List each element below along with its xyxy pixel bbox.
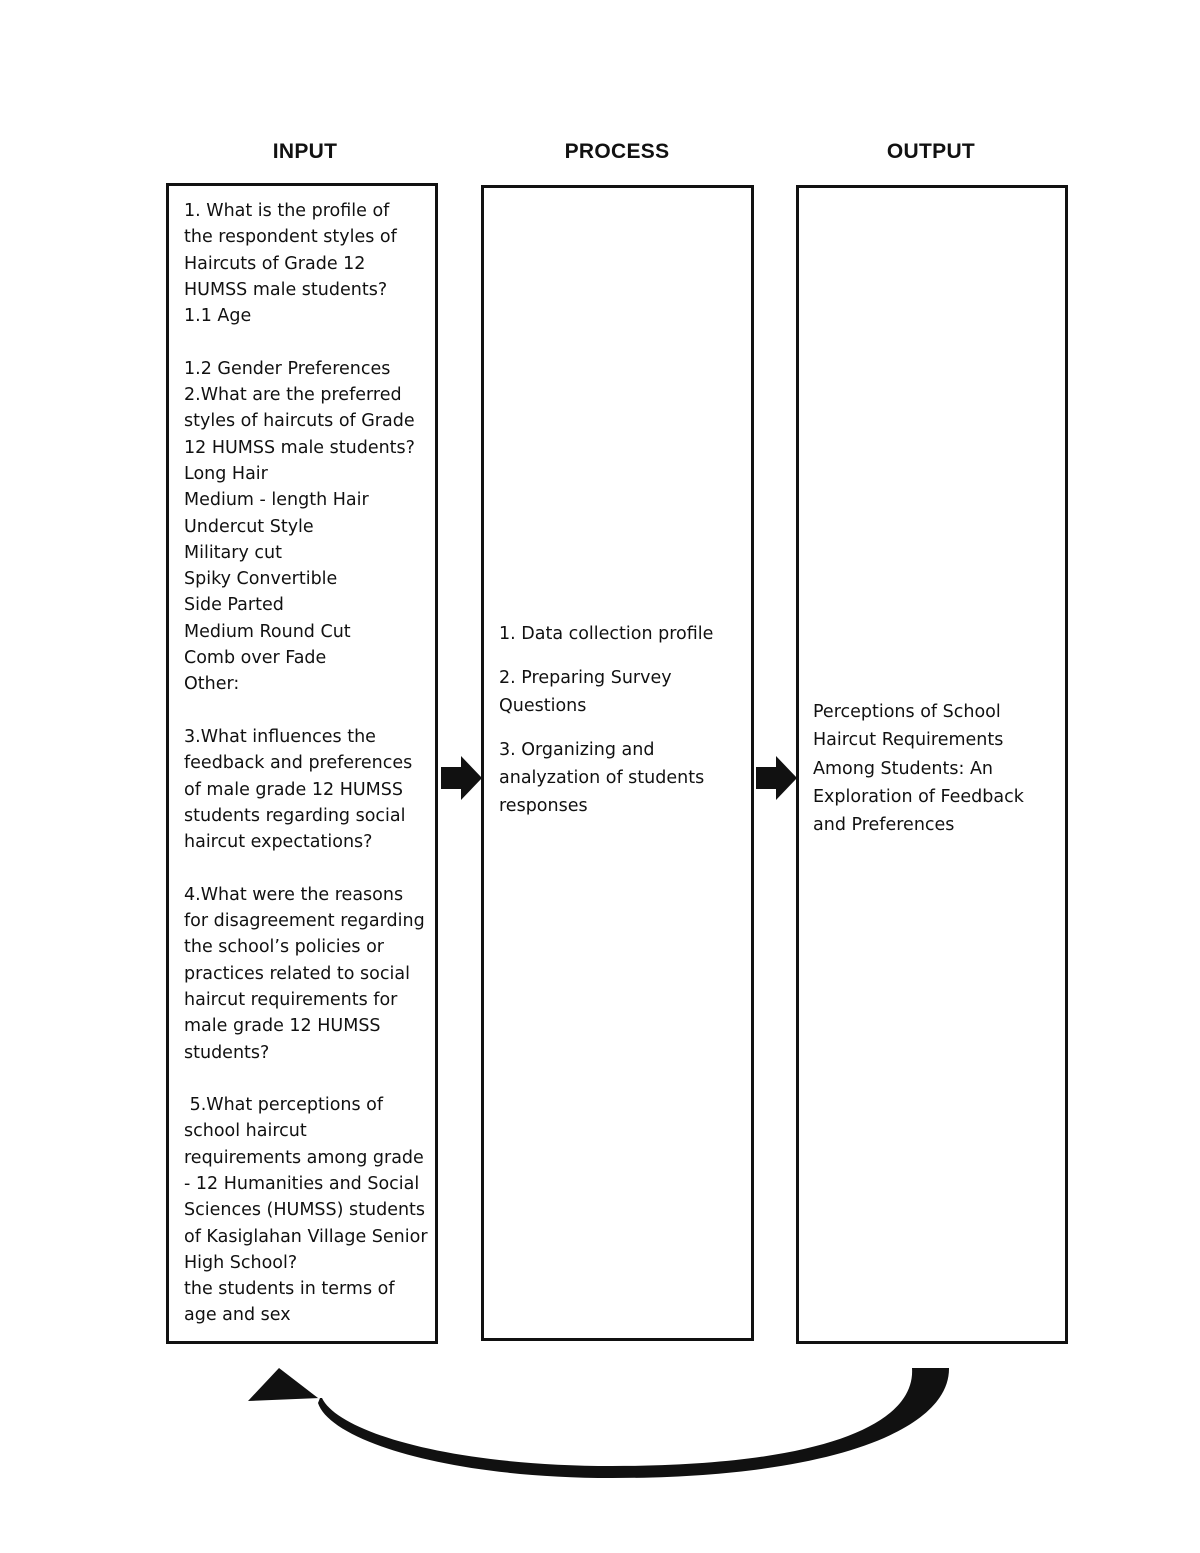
output-heading: OUTPUT [886, 140, 976, 163]
feedback-loop-arrow-icon [248, 1368, 949, 1478]
process-item: 1. Data collection profile [499, 624, 714, 644]
output-text: Perceptions of School Haircut Requirements Among Students: An Exploration of Feedback and Preferences [813, 702, 1024, 836]
arrow-right-icon [756, 756, 797, 800]
input-text: 1. What is the profile of the respondent styles of Haircuts of Grade 12 HUMSS male students? 1.1 Age 1.2 Gender Preferences 2.What are the preferred styles of haircuts of Grade 12 HUMSS male students? Long Hair Medium - length Hair Undercut Style Military cut Spiky Convertible Side Parted Medium Round Cut Comb over Fade Other: 3.What influences the feedback and preferences of male grade 12 HUMSS students regarding social haircut expectations? 4.What were the reasons for disagreement regarding the school’s policies or practices related to social haircut requirements for male grade 12 HUMSS students? 5.What perceptions of school haircut requirements among grade - 12 Humanities and Social Sciences (HUMSS) students of Kasiglahan Village Senior High School? the students in terms of age and sex [184, 201, 428, 1326]
process-heading: PROCESS [564, 140, 670, 163]
process-item: 2. Preparing Survey Questions [499, 668, 672, 716]
arrow-right-icon [441, 756, 482, 800]
input-heading: INPUT [272, 140, 338, 163]
process-item: 3. Organizing and analyzation of students responses [499, 740, 705, 816]
